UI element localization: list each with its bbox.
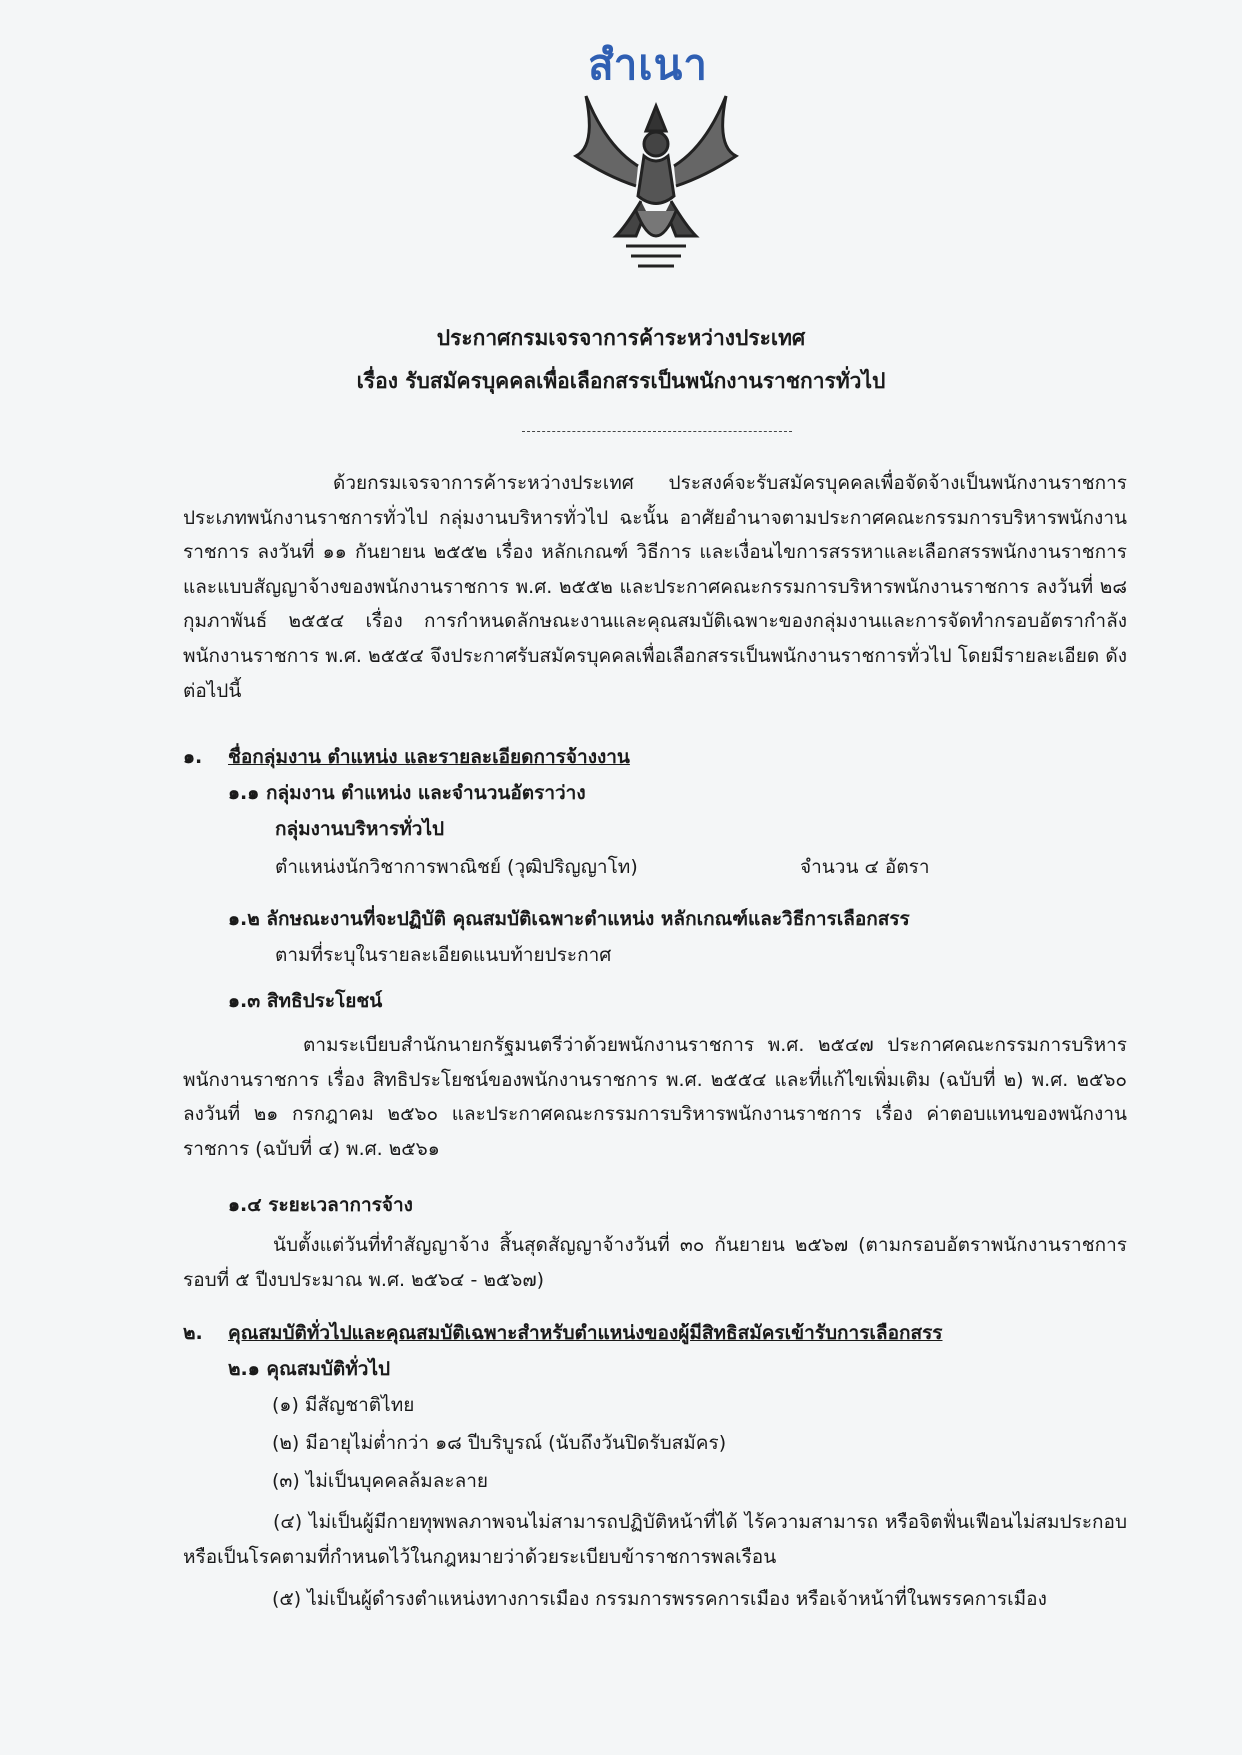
list-item: (๑) มีสัญชาติไทย <box>272 1394 415 1416</box>
announcement-subject: เรื่อง รับสมัครบุคคลเพื่อเลือกสรรเป็นพนักงานราชการทั่วไป <box>356 369 886 393</box>
section-1-2-text: ตามที่ระบุในรายละเอียดแนบท้ายประกาศ <box>275 944 612 966</box>
section-1-heading: ชื่อกลุ่มงาน ตำแหน่ง และรายละเอียดการจ้างงาน <box>228 746 630 768</box>
section-2-number: ๒. <box>183 1322 203 1344</box>
list-item: (๕) ไม่เป็นผู้ดำรงตำแหน่งทางการเมือง กรรมการพรรคการเมือง หรือเจ้าหน้าที่ในพรรคการเมือง <box>272 1588 1047 1610</box>
copy-stamp: สำเนา <box>588 40 708 89</box>
section-1-1-group: กลุ่มงานบริหารทั่วไป <box>275 818 445 840</box>
section-2-1-heading: ๒.๑ คุณสมบัติทั่วไป <box>228 1358 391 1380</box>
list-item: (๔) ไม่เป็นผู้มีกายทุพพลภาพจนไม่สามารถปฏิบัติหน้าที่ได้ ไร้ความสามารถ หรือจิตฟั่นเฟือนไม่สมประกอบ หรือเป็นโรคตามที่กำหนดไว้ในกฎหมายว่าด้วยระเบียบข้าราชการพลเรือน <box>183 1511 1127 1568</box>
list-item: (๒) มีอายุไม่ต่ำกว่า ๑๘ ปีบริบูรณ์ (นับถึงวันปิดรับสมัคร) <box>272 1432 727 1454</box>
garuda-emblem-icon <box>566 86 746 276</box>
section-1-1-position: ตำแหน่งนักวิชาการพาณิชย์ (วุฒิปริญญาโท) <box>275 856 638 878</box>
title-divider <box>522 431 792 432</box>
section-1-1-heading: ๑.๑ กลุ่มงาน ตำแหน่ง และจำนวนอัตราว่าง <box>228 782 586 804</box>
intro-paragraph: ด้วยกรมเจรจาการค้าระหว่างประเทศ ประสงค์จะรับสมัครบุคคลเพื่อจัดจ้างเป็นพนักงานราชการประเภทพนักงานราชการทั่วไป กลุ่มงานบริหารทั่วไป ฉะนั้น อาศัยอำนาจตามประกาศคณะกรรมการบริหารพนักงานราชการ ลงวันที่ ๑๑ กันยายน ๒๕๕๒ เรื่อง หลักเกณฑ์ วิธีการ และเงื่อนไขการสรรหาและเลือกสรรพนักงานราชการ และแบบสัญญาจ้างของพนักงานราชการ พ.ศ. ๒๕๕๒ และประกาศคณะกรรมการบริหารพนักงานราชการ ลงวันที่ ๒๘ กุมภาพันธ์ ๒๕๕๔ เรื่อง การกำหนดลักษณะงานและคุณสมบัติเฉพาะของกลุ่มงานและการจัดทำกรอบอัตรากำลังพนักงานราชการ พ.ศ. ๒๕๕๔ จึงประกาศรับสมัครบุคคลเพื่อเลือกสรรเป็นพนักงานราชการทั่วไป โดยมีรายละเอียด ดังต่อไปนี้ <box>183 472 1127 702</box>
section-1-4-text: นับตั้งแต่วันที่ทำสัญญาจ้าง สิ้นสุดสัญญาจ้างวันที่ ๓๐ กันยายน ๒๕๖๗ (ตามกรอบอัตราพนักงานราชการรอบที่ ๕ ปีงบประมาณ พ.ศ. ๒๕๖๔ - ๒๕๖๗) <box>183 1234 1127 1291</box>
section-1-3-text: ตามระเบียบสำนักนายกรัฐมนตรีว่าด้วยพนักงานราชการ พ.ศ. ๒๕๔๗ ประกาศคณะกรรมการบริหารพนักงานราชการ เรื่อง สิทธิประโยชน์ของพนักงานราชการ พ.ศ. ๒๕๕๔ และที่แก้ไขเพิ่มเติม (ฉบับที่ ๒) พ.ศ. ๒๕๖๐ ลงวันที่ ๒๑ กรกฎาคม ๒๕๖๐ และประกาศคณะกรรมการบริหารพนักงานราชการ เรื่อง ค่าตอบแทนของพนักงานราชการ (ฉบับที่ ๔) พ.ศ. ๒๕๖๑ <box>183 1034 1127 1160</box>
section-1-4-heading: ๑.๔ ระยะเวลาการจ้าง <box>228 1194 413 1216</box>
section-1-3-heading: ๑.๓ สิทธิประโยชน์ <box>228 990 383 1012</box>
announcement-title: ประกาศกรมเจรจาการค้าระหว่างประเทศ <box>436 326 806 350</box>
section-2-heading: คุณสมบัติทั่วไปและคุณสมบัติเฉพาะสำหรับตำแหน่งของผู้มีสิทธิสมัครเข้ารับการเลือกสรร <box>228 1322 943 1344</box>
list-item: (๓) ไม่เป็นบุคคลล้มละลาย <box>272 1470 489 1492</box>
section-1-2-heading: ๑.๒ ลักษณะงานที่จะปฏิบัติ คุณสมบัติเฉพาะตำแหน่ง หลักเกณฑ์และวิธีการเลือกสรร <box>228 908 910 930</box>
section-1-number: ๑. <box>183 746 203 768</box>
section-1-1-count: จำนวน ๔ อัตรา <box>800 856 930 878</box>
